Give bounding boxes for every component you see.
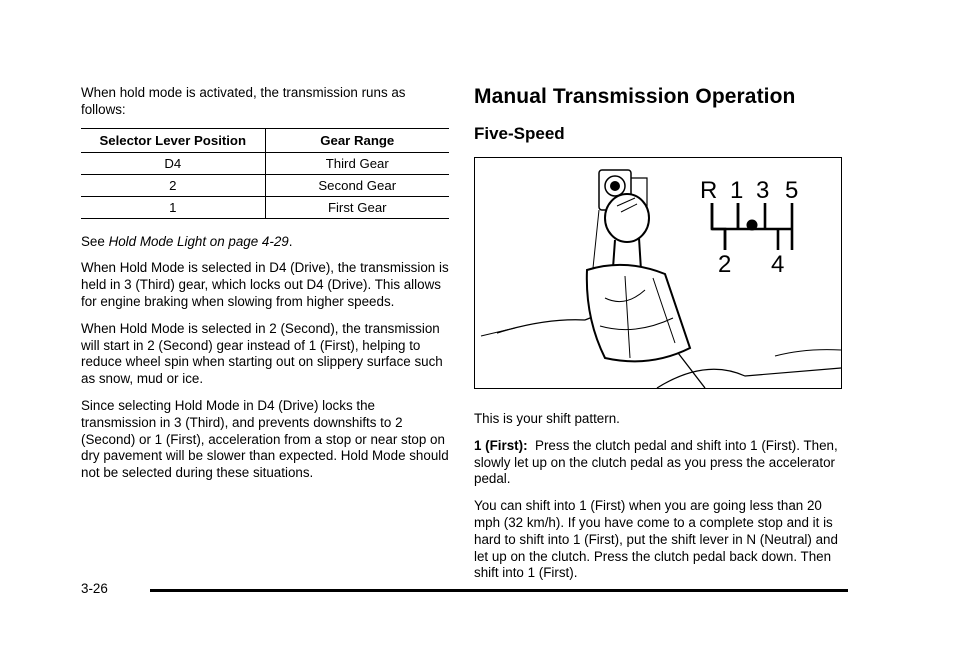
left-column (81, 85, 449, 492)
table-cell: D4 (81, 152, 265, 174)
right-column (474, 85, 849, 592)
cross-reference-link[interactable]: Hold Mode Light on page 4-29 (108, 233, 289, 249)
table-cell: Third Gear (265, 152, 449, 174)
body-paragraph: You can shift into 1 (First) when you are going less than 20 mph (32 km/h). If you have come to a complete stop and it is hard to shift into 1 (First), put the shift lever in N (Neutral) and let up on the clutch. Press the clutch pedal back down. Then shift into 1 (First). (474, 498, 838, 581)
table-row (81, 174, 449, 196)
table-cell: 2 (81, 174, 265, 196)
figure-caption: This is your shift pattern. (474, 411, 620, 426)
section-subheading: Five-Speed (474, 124, 565, 143)
intro-text: When hold mode is activated, the transmission runs as follows: (81, 85, 406, 117)
gear-label: 4 (771, 251, 785, 278)
first-gear-label: 1 (First): (474, 437, 528, 453)
page-number: 3-26 (81, 581, 108, 596)
column-header: Gear Range (265, 128, 449, 152)
first-gear-paragraph (474, 438, 849, 488)
see-suffix: . (288, 233, 293, 249)
table-header-row (81, 128, 449, 152)
table-cell: First Gear (265, 196, 449, 218)
body-paragraph: Since selecting Hold Mode in D4 (Drive) locks the transmission in 3 (Third), and prevents downshifts to 2 (Second) or 1 (First), acceleration from a stop or near stop on dry pavement will be slower than expected. Hold Mode should not be selected during these situations. (81, 397, 449, 481)
gear-label: 5 (785, 177, 799, 204)
table-row (81, 196, 449, 218)
footer-rule (150, 589, 848, 592)
cross-reference (81, 234, 449, 251)
shift-pattern-figure (474, 157, 842, 389)
gear-label: 2 (718, 251, 732, 278)
column-header: Selector Lever Position (81, 128, 265, 152)
table-row (81, 152, 449, 174)
gear-label: 3 (756, 177, 770, 204)
table-cell: Second Gear (265, 174, 449, 196)
shift-lever-illustration (475, 158, 841, 388)
body-paragraph: When Hold Mode is selected in D4 (Drive), the transmission is held in 3 (Third) gear, which locks out D4 (Drive). This allows for engine braking when slowing from higher speeds. (81, 260, 449, 309)
gear-label: R (700, 177, 718, 204)
gear-range-table (81, 128, 449, 219)
see-prefix: See (81, 233, 105, 249)
table-cell: 1 (81, 196, 265, 218)
first-gear-text: Press the clutch pedal and shift into 1 (First). Then, slowly let up on the clutch pedal as you press the accelerator pedal. (474, 437, 838, 487)
gear-label: 1 (730, 177, 744, 204)
section-heading: Manual Transmission Operation (474, 85, 796, 108)
body-paragraph: When Hold Mode is selected in 2 (Second), the transmission will start in 2 (Second) gear instead of 1 (First), helping to reduce wheel spin when starting out on slippery surface such as snow, mud or ice. (81, 320, 443, 387)
neutral-dot (747, 220, 758, 231)
